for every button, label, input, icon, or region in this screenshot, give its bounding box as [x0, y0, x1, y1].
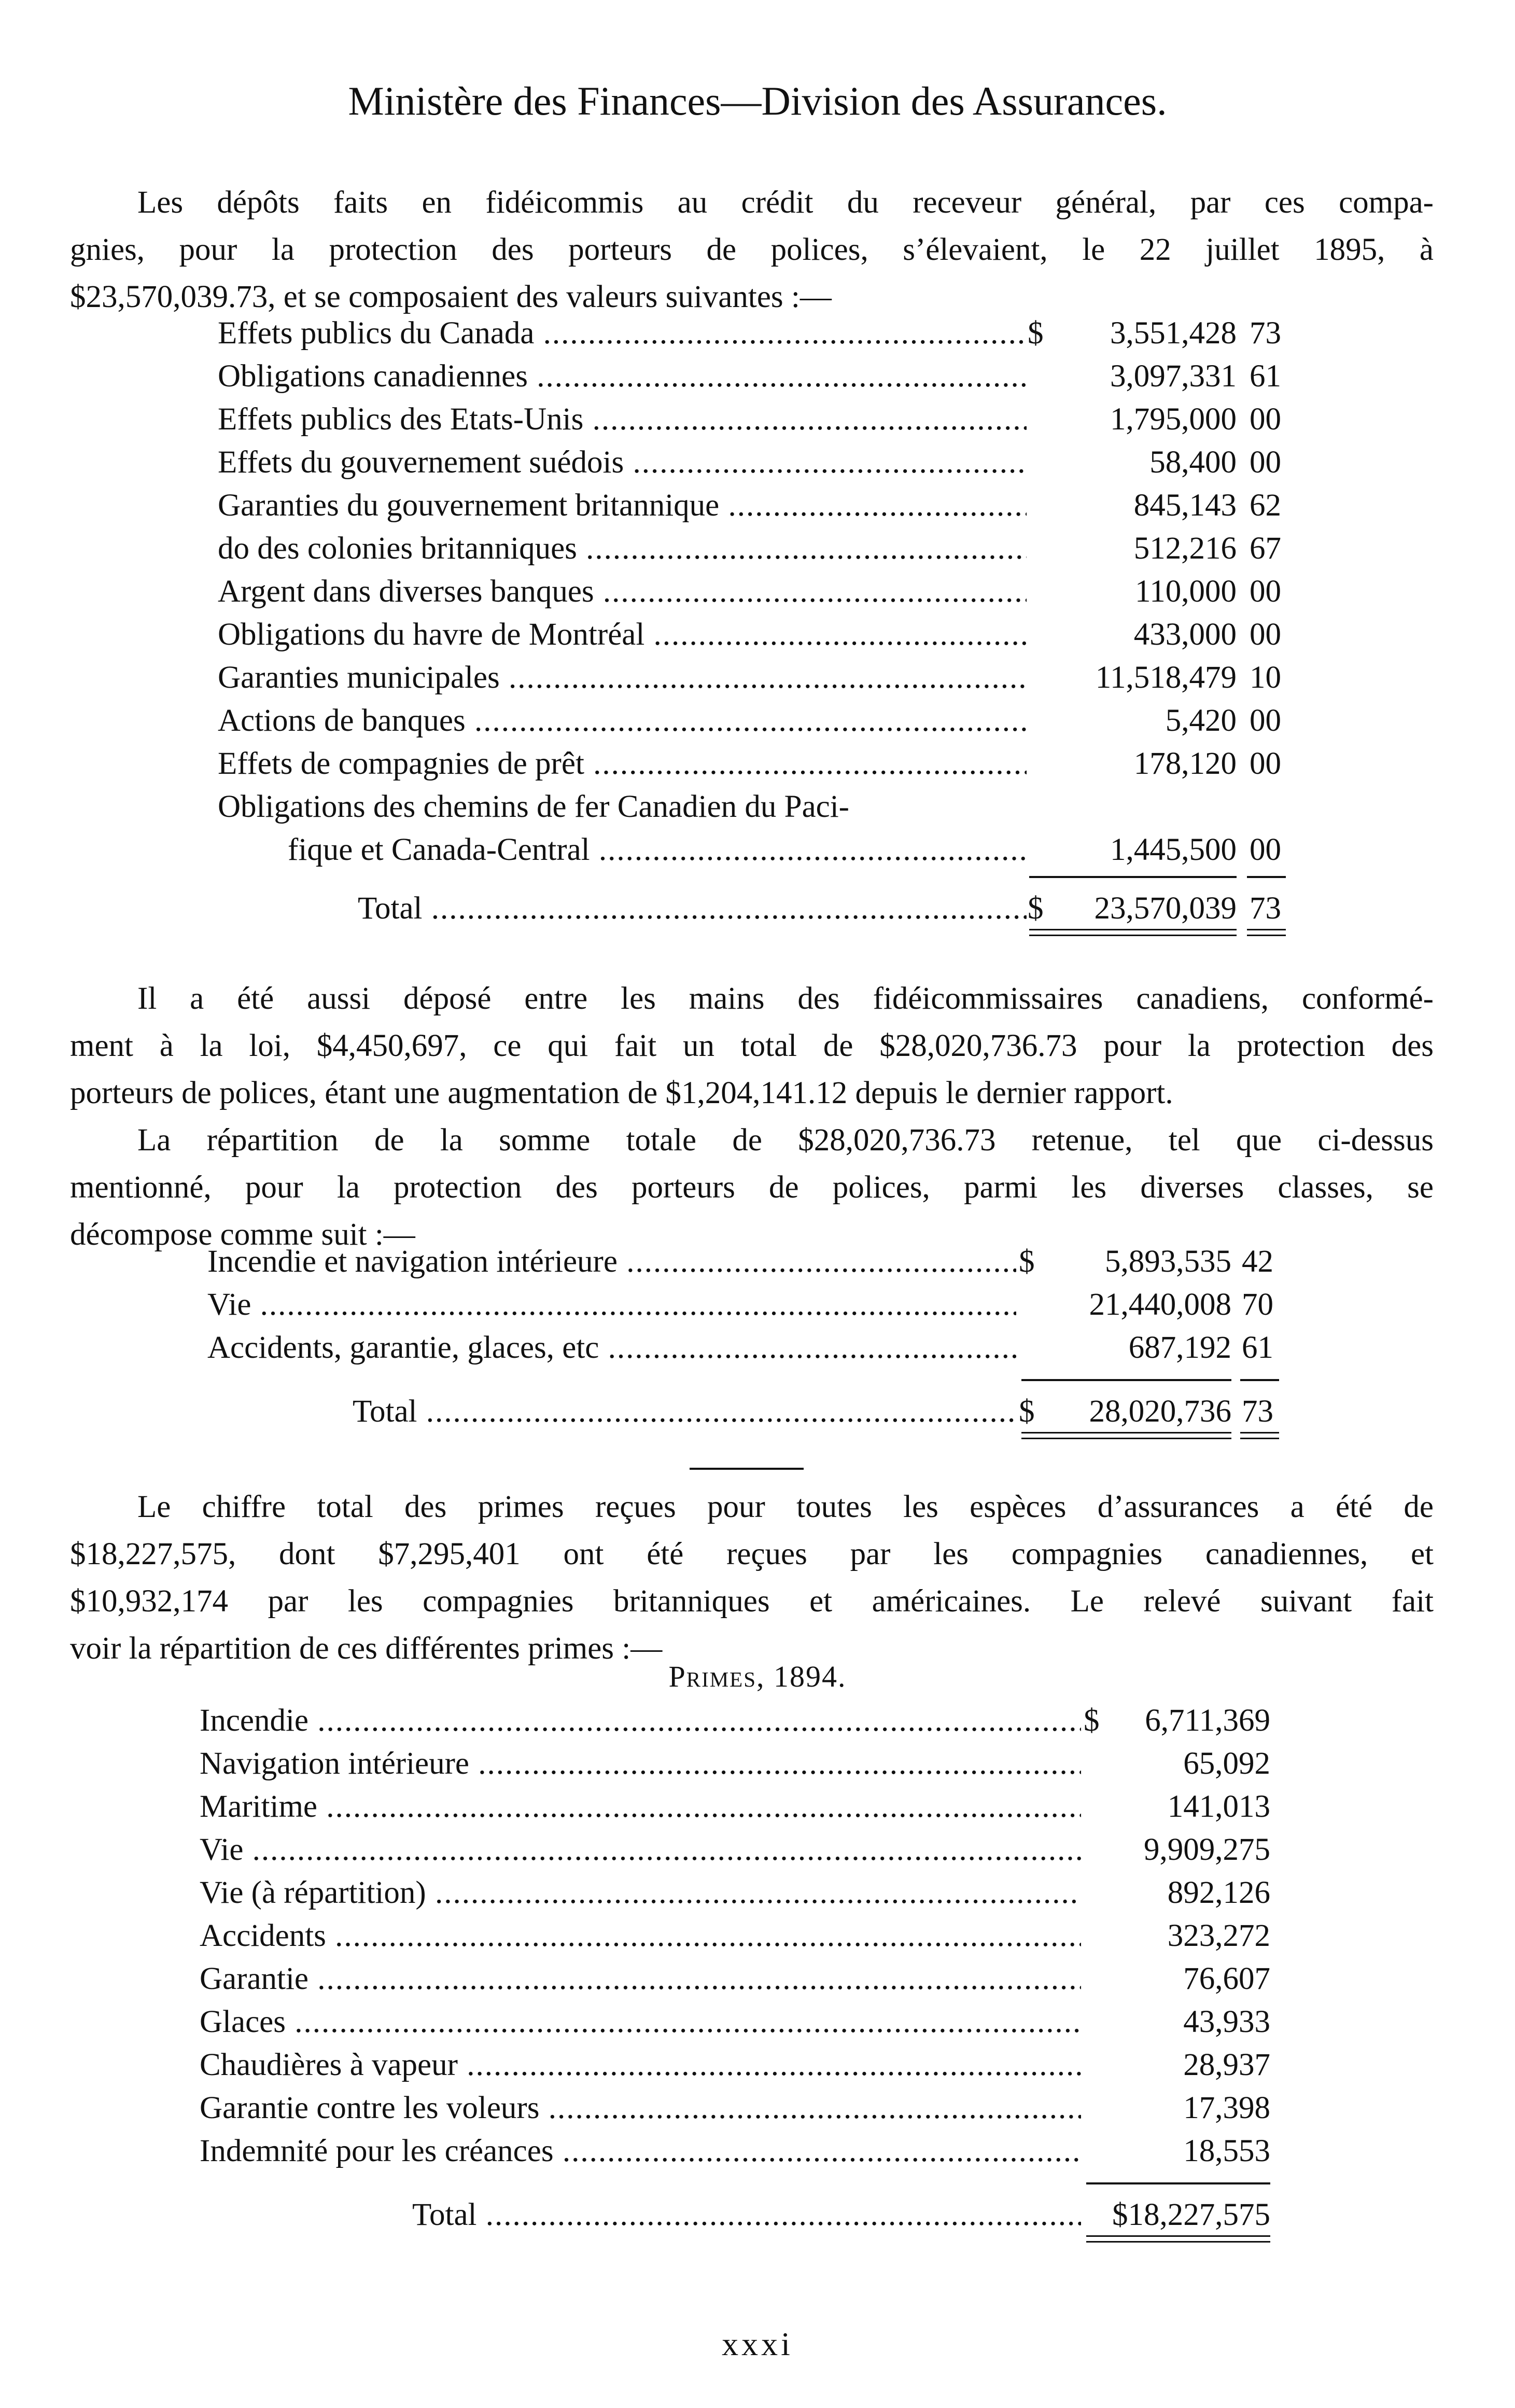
premium-amount: 17,398: [1183, 2091, 1270, 2125]
deposit-row: [0, 526, 1515, 571]
deposit-row: [0, 785, 1515, 829]
premium-dollar: $: [1084, 1703, 1100, 1738]
premium-amount: 892,126: [1167, 1875, 1270, 1910]
premium-row: [0, 2043, 1515, 2087]
para2-line-2: ment à la loi, $4,450,697, ce qui fait un total de $28,020,736.73 pour la protection des: [70, 1028, 1434, 1063]
deposit-label: Garanties du gouvernement britannique .....: [218, 483, 1027, 528]
distribution-total-row: [0, 1389, 1515, 1434]
deposit-amount: 433,000: [1133, 617, 1237, 652]
distribution-label: Accidents, garantie, glaces, etc .....: [207, 1326, 1016, 1370]
premium-row: [0, 1828, 1515, 1872]
deposit-row: [0, 699, 1515, 743]
deposit-cents: 00: [1250, 746, 1281, 781]
deposit-cents: 00: [1250, 832, 1281, 867]
deposit-row: [0, 828, 1515, 872]
deposit-row: [0, 656, 1515, 700]
distribution-row: [0, 1283, 1515, 1327]
deposit-amount: 178,120: [1133, 746, 1237, 781]
deposit-row: [0, 613, 1515, 657]
deposit-dollar: $: [1028, 316, 1044, 351]
para2-line-1: Il a été aussi déposé entre les mains des fidéicommissaires canadiens, conformé-: [137, 981, 1434, 1016]
premiums-heading: Primes, 1894.: [668, 1660, 847, 1693]
distribution-label: Vie .....: [207, 1283, 1016, 1327]
deposits-total-row: [0, 886, 1515, 931]
deposit-amount: 11,518,479: [1095, 660, 1237, 695]
premium-row: [0, 1699, 1515, 1743]
premium-amount: 65,092: [1183, 1746, 1270, 1781]
para3-line-3: décompose comme suit :—: [70, 1217, 415, 1252]
deposit-label: Effets de compagnies de prêt .....: [218, 742, 1027, 786]
premium-amount: 28,937: [1183, 2048, 1270, 2082]
premiums-total-label: Total .....: [412, 2193, 1081, 2237]
premium-label: Vie (à répartition) .....: [200, 1871, 1081, 1915]
distribution-cents: 61: [1242, 1330, 1273, 1365]
premium-amount: 323,272: [1167, 1918, 1270, 1953]
deposit-cents: 00: [1250, 445, 1281, 480]
para4-line-3: $10,932,174 par les compagnies britanniques et américaines. Le relevé suivant fait: [70, 1584, 1434, 1619]
distribution-total-amount: 28,020,736: [1089, 1394, 1231, 1429]
subtotal-rule: [1240, 1379, 1279, 1381]
deposit-label: Garanties municipales .....: [218, 656, 1027, 700]
deposit-row: [0, 483, 1515, 528]
total-double-rule: [1029, 929, 1237, 936]
distribution-total-dollar: $: [1019, 1394, 1035, 1429]
deposit-cents: 62: [1250, 488, 1281, 523]
premium-amount: 6,711,369: [1145, 1703, 1270, 1738]
distribution-label: Incendie et navigation intérieure .....: [207, 1240, 1016, 1284]
intro-line-1: Les dépôts faits en fidéicommis au crédit du receveur général, par ces compa-: [137, 185, 1434, 220]
distribution-row: [0, 1326, 1515, 1370]
premium-label: Vie .....: [200, 1828, 1081, 1872]
deposit-amount: 1,445,500: [1110, 832, 1237, 867]
distribution-total-cents: 73: [1242, 1394, 1273, 1429]
para4-line-4: voir la répartition de ces différentes primes :—: [70, 1631, 663, 1666]
premium-label: Maritime .....: [200, 1785, 1081, 1829]
distribution-cents: 70: [1242, 1287, 1273, 1322]
deposits-total-label: Total .....: [358, 886, 1027, 931]
page-title: Ministère des Finances—Division des Assurances.: [348, 78, 1167, 123]
deposit-label: Effets publics des Etats-Unis .....: [218, 397, 1027, 442]
deposit-amount: 512,216: [1133, 531, 1237, 566]
deposit-row: [0, 742, 1515, 786]
deposit-cents: 00: [1250, 703, 1281, 738]
premiums-total-row: [0, 2193, 1515, 2237]
deposit-amount: 5,420: [1165, 703, 1237, 738]
premium-amount: 9,909,275: [1144, 1832, 1270, 1867]
premium-label: Incendie .....: [200, 1699, 1081, 1743]
deposit-amount: 3,097,331: [1110, 359, 1237, 394]
premium-row: [0, 1957, 1515, 2001]
deposits-total-amount: 23,570,039: [1094, 891, 1237, 926]
para4-line-1: Le chiffre total des primes reçues pour toutes les espèces d’assurances a été de: [137, 1490, 1434, 1524]
para3-line-2: mentionné, pour la protection des porteurs de polices, parmi les diverses classes, se: [70, 1170, 1434, 1205]
deposit-label: Obligations des chemins de fer Canadien du Paci-: [218, 789, 849, 824]
deposit-cents: 00: [1250, 574, 1281, 609]
deposit-cents: 61: [1250, 359, 1281, 394]
deposit-label: Actions de banques .....: [218, 699, 1027, 743]
deposits-total-cents: 73: [1250, 891, 1281, 926]
total-double-rule: [1247, 929, 1286, 936]
subtotal-rule: [1029, 876, 1237, 878]
premium-amount: 18,553: [1183, 2134, 1270, 2168]
deposit-cents: 00: [1250, 617, 1281, 652]
subtotal-rule: [1247, 876, 1286, 878]
premium-label: Glaces .....: [200, 2000, 1081, 2044]
para4-line-2: $18,227,575, dont $7,295,401 ont été reçues par les compagnies canadiennes, et: [70, 1537, 1434, 1571]
page-number: xxxi: [722, 2326, 793, 2362]
premium-label: Garantie .....: [200, 1957, 1081, 2001]
subtotal-rule: [1021, 1379, 1231, 1381]
premium-row: [0, 1871, 1515, 1915]
deposit-cents: 00: [1250, 402, 1281, 437]
para2-line-3: porteurs de polices, étant une augmentation de $1,204,141.12 depuis le dernier rapport.: [70, 1076, 1173, 1110]
deposit-amount: 110,000: [1135, 574, 1237, 609]
section-divider: [690, 1468, 804, 1470]
distribution-row: [0, 1240, 1515, 1284]
premium-label: Accidents .....: [200, 1914, 1081, 1958]
premium-amount: 141,013: [1167, 1789, 1270, 1824]
deposit-label: Obligations canadiennes .....: [218, 354, 1027, 399]
distribution-cents: 42: [1242, 1244, 1273, 1279]
para3-line-1: La répartition de la somme totale de $28,020,736.73 retenue, tel que ci-dessus: [137, 1123, 1434, 1158]
premium-row: [0, 2086, 1515, 2131]
deposit-label: Argent dans diverses banques .....: [218, 569, 1027, 614]
deposit-row: [0, 397, 1515, 442]
premium-row: [0, 2129, 1515, 2174]
deposit-label: do des colonies britanniques .....: [218, 526, 1027, 571]
intro-line-3: $23,570,039.73, et se composaient des valeurs suivantes :—: [70, 280, 832, 314]
deposit-cents: 67: [1250, 531, 1281, 566]
premium-label: Navigation intérieure .....: [200, 1742, 1081, 1786]
premiums-total-amount: $18,227,575: [1112, 2197, 1270, 2232]
deposit-label: Effets du gouvernement suédois .....: [218, 440, 1027, 485]
deposit-row: [0, 569, 1515, 614]
distribution-amount: 5,893,535: [1105, 1244, 1231, 1279]
premium-label: Garantie contre les voleurs .....: [200, 2086, 1081, 2131]
deposit-label: Effets publics du Canada .....: [218, 311, 1027, 356]
subtotal-rule: [1086, 2182, 1270, 2184]
distribution-dollar: $: [1019, 1244, 1035, 1279]
deposit-label: fique et Canada-Central .....: [288, 828, 1027, 872]
premium-amount: 43,933: [1183, 2005, 1270, 2039]
deposit-row: [0, 440, 1515, 485]
premium-row: [0, 1785, 1515, 1829]
deposits-total-dollar: $: [1028, 891, 1044, 926]
deposit-cents: 10: [1250, 660, 1281, 695]
premium-label: Chaudières à vapeur .....: [200, 2043, 1081, 2087]
distribution-total-label: Total .....: [353, 1389, 1016, 1434]
total-double-rule: [1021, 1432, 1231, 1439]
premium-row: [0, 1914, 1515, 1958]
premium-label: Indemnité pour les créances .....: [200, 2129, 1081, 2174]
deposit-amount: 3,551,428: [1110, 316, 1237, 351]
intro-line-2: gnies, pour la protection des porteurs de polices, s’élevaient, le 22 juillet 1895, à: [70, 232, 1434, 267]
deposit-row: [0, 311, 1515, 356]
deposit-cents: 73: [1250, 316, 1281, 351]
deposit-row: [0, 354, 1515, 399]
total-double-rule: [1086, 2235, 1270, 2243]
deposit-amount: 58,400: [1149, 445, 1237, 480]
premium-amount: 76,607: [1183, 1961, 1270, 1996]
distribution-amount: 687,192: [1128, 1330, 1231, 1365]
deposit-amount: 845,143: [1133, 488, 1237, 523]
deposit-amount: 1,795,000: [1110, 402, 1237, 437]
total-double-rule: [1240, 1432, 1279, 1439]
premium-row: [0, 1742, 1515, 1786]
distribution-amount: 21,440,008: [1089, 1287, 1231, 1322]
deposit-label: Obligations du havre de Montréal .....: [218, 613, 1027, 657]
premium-row: [0, 2000, 1515, 2044]
